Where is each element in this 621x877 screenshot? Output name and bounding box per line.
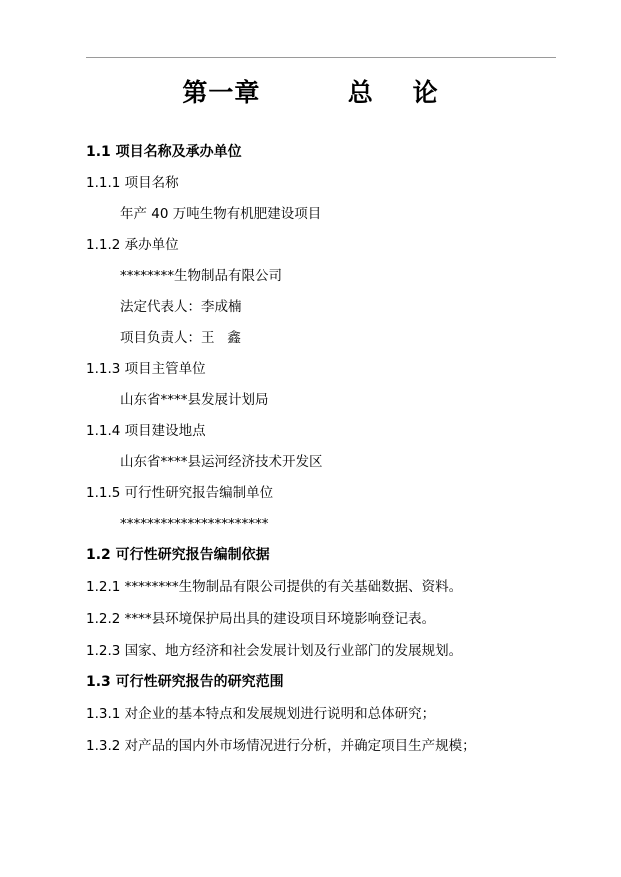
item-1-1-2: 1.1.2 承办单位 bbox=[86, 237, 179, 253]
item-1-1-5: 1.1.5 可行性研究报告编制单位 bbox=[86, 485, 274, 501]
detail-supervising-unit: 山东省****县发展计划局 bbox=[120, 392, 269, 408]
item-1-2-2: 1.2.2 ****县环境保护局出具的建设项目环境影响登记表。 bbox=[86, 611, 436, 627]
item-1-3-2: 1.3.2 对产品的国内外市场情况进行分析，并确定项目生产规模； bbox=[86, 738, 476, 754]
item-1-2-1: 1.2.1 ********生物制品有限公司提供的有关基础数据、资料。 bbox=[86, 579, 463, 595]
detail-project-leader: 项目负责人：王 鑫 bbox=[120, 330, 241, 346]
chapter-number: 第一章 bbox=[182, 78, 261, 107]
chapter-title bbox=[0, 73, 621, 109]
section-heading-1-2: 1.2 可行性研究报告编制依据 bbox=[86, 547, 270, 563]
detail-construction-site: 山东省****县运河经济技术开发区 bbox=[120, 454, 323, 470]
section-heading-1-3: 1.3 可行性研究报告的研究范围 bbox=[86, 674, 284, 690]
detail-project-name: 年产 40 万吨生物有机肥建设项目 bbox=[120, 206, 322, 222]
header-rule bbox=[86, 57, 556, 58]
item-1-1-1: 1.1.1 项目名称 bbox=[86, 175, 179, 191]
chapter-heading: 总 论 bbox=[347, 78, 439, 107]
detail-report-unit: ********************** bbox=[120, 516, 269, 532]
detail-company: ********生物制品有限公司 bbox=[120, 268, 282, 284]
item-1-1-3: 1.1.3 项目主管单位 bbox=[86, 361, 206, 377]
section-heading-1-1: 1.1 项目名称及承办单位 bbox=[86, 144, 242, 160]
detail-legal-representative: 法定代表人：李成楠 bbox=[120, 299, 242, 315]
item-1-1-4: 1.1.4 项目建设地点 bbox=[86, 423, 206, 439]
item-1-2-3: 1.2.3 国家、地方经济和社会发展计划及行业部门的发展规划。 bbox=[86, 643, 463, 659]
item-1-3-1: 1.3.1 对企业的基本特点和发展规划进行说明和总体研究； bbox=[86, 706, 436, 722]
